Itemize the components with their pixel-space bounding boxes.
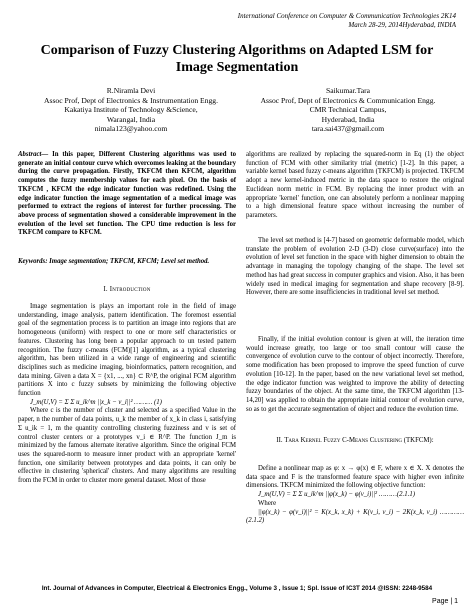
abstract <box>18 151 236 238</box>
author-affiliation: Assoc Prof, Dept of Electronics & Communication Engg. <box>260 95 436 105</box>
author-location: Warangal, India <box>106 114 156 124</box>
author-name: Saikumar.Tara <box>326 86 370 95</box>
author-block-2 <box>238 86 458 134</box>
equation-2: J_m(U,V) = Σ Σ u_ik^m ||φ(x_k) − φ(v_i)||² ………(2.1.1) <box>258 491 416 499</box>
conference-name: International Conference on Computer & Communication Technologies 2K14 <box>237 12 456 20</box>
intro-text-1: Image segmentation is plays an important role in the field of image understanding, image analysis, pattern identification. The foremost essential goal of the segmentation process is to partition an image into regions that are homogeneous (uniform) with respect to one or more self characteristics or features. Clustering has long been a popular approach to un tested pattern recognition. The fuzzy c-means (FCM)[1] algorithm, as a typical clustering algorithm, has been utilized in a wide range of engineering and scientific disciplines such as medicine imaging, bioinformatics, pattern recognition, and data mining. Given a data X = {x1, ..., xn} ⊂ R^P, the original FCM algorithm partitions X into c fuzzy subsets by minimizing the following objective function <box>18 303 236 398</box>
intro-text-2: Where c is the number of cluster and selected as a specified Value in the paper, n the number of data points, u_k the member of x_k in class i, satisfying Σ u_ik = 1, m the quantity controlling clustering fuzziness and v is set of control cluster centers or a prototypes v_i ∈ R^P. The function J_m is minimized by the famous alternate iterative algorithm. Since the original FCM uses the squared-norm to measure inner product with an appropriate 'kernel' function, one similarity between prototypes and data points, it can only be effective in clustering 'spherical' clusters. And many algorithms are resulting from the FCM in order to cluster more general dataset. Most of those <box>18 407 236 485</box>
equation-1: J_m(U,V) = Σ Σ u_ik^m ||x_k − v_i||² ……… (1) <box>30 398 162 406</box>
author-email: nimala123@yahoo.com <box>94 124 168 134</box>
abstract-text: In this paper, Different Clustering algorithms was used to generate an initial contour curve which overcomes leaking at the boundary during the curve propagation. Firstly, TKFCM then KFCM, algorithm computes the fuzzy membership values for each pixel. On the basis of TKFCM , KFCM the edge indicator function was redefined. Using the edge indicator function the image segmentation of a medical image was performed to extract the regions of interest for further processing. The above process of segmentation showed a considerable improvement in the evolution of the level set function. The CPU time reduction is less for TKFCM compare to KFCM. <box>18 151 236 237</box>
conference-header <box>156 12 456 29</box>
author-name: R.Niramla Devi <box>106 86 156 95</box>
right-paragraph-3: Finally, if the initial evolution contour is given at will, the iteration time would increase greatly, too large or too small contour will cause the convergence of evolution curve to the contour of object incorrectly. Therefore, some modification has been proposed to improve the speed function of curve evolution [10-12]. In the paper, based on the new variational level set method, the edge indicator function was weighted to improve the ability of detecting fuzzy boundaries of the object. At the same time, the TKFCM algorithm [13-14,20] was applied to obtain the appropriate initial contour of evolution curve, so as to get the accurate segmentation of object and reduce the evolution time. <box>246 336 464 413</box>
journal-footer: Int. Journal of Advances in Computer, Electrical & Electronics Engg., Volume 3 , Issue 1; Spl. Issue of IC3T 2014 @ISSN: 2248-9584 <box>41 585 433 592</box>
keywords: Keywords: Image segmentation; TKFCM, KFCM; Level set method. <box>18 258 210 265</box>
author-location: Hyderabad, India <box>321 114 375 124</box>
section-heading-introduction: I. Introduction <box>103 286 151 293</box>
tkfcm-definition: Define a nonlinear map as φ: x → φ(x) ∈ F, where x ∈ X. X denotes the data space and F is the transformed feature space with higher even infinite dimensions. TKFCM minimized the following objective function: <box>246 465 464 490</box>
author-block-1 <box>22 86 240 134</box>
equation-3: ||φ(x_k) − φ(v_i)||² = K(x_k, x_k) + K(v_i, v_i) − 2K(x_k, v_i) …………(2.1.2) <box>246 508 464 525</box>
intro-paragraph <box>18 303 236 486</box>
paper-title: Comparison of Fuzzy Clustering Algorithms on Adapted LSM for Image Segmentation <box>40 43 434 75</box>
author-institute: Kakatiya Institute of Technology &Science, <box>64 105 198 115</box>
right-paragraph-4 <box>246 465 464 526</box>
right-paragraph-1: algorithms are realized by replacing the squared-norm in Eq (1) the object function of FCM with other similarity trial (metric) [1-2]. In this paper, a variable kernel based fuzzy c-means algorithm (TKFCM) is projected. TKFCM adopt a new kernel-induced metric in the data space to restore the original Euclidean norm metric in FCM. By replacing the inner product with an appropriate 'kernel' function, one can absolutely perform a nonlinear mapping to a high dimensional feature space without increasing the number of parameters. <box>246 151 464 219</box>
where-label: Where <box>258 499 277 507</box>
page-number: Page | 1 <box>432 598 458 605</box>
right-paragraph-2: The level set method is [4-7] based on geometric deformable model, which translate the problem of evolution 2-D (3-D) close curve(surface) into the evolution of level set function in the space with higher dimension to obtain the advantage in managing the topology changing of the shape. The level set method has had great success in computer graphics and vision. Also, it has been widely used in medical imaging for segmentation and shape recovery [8-9]. However, there are some insufficiencies in traditional level set method. <box>246 237 464 297</box>
author-institute: CMR Technical Campus, <box>309 105 387 115</box>
abstract-label: Abstract— <box>18 151 49 158</box>
conference-date: March 28-29, 2014Hyderabad, INDIA <box>348 20 456 29</box>
section-heading-tkfcm: II. Tara Kernel Fuzzy C-Means Clustering (TKFCM): <box>276 437 434 444</box>
author-affiliation: Assoc Prof, Dept of Electronics & Instrumentation Engg. <box>44 95 218 105</box>
author-email: tara.sai437@gmail.com <box>311 124 385 134</box>
